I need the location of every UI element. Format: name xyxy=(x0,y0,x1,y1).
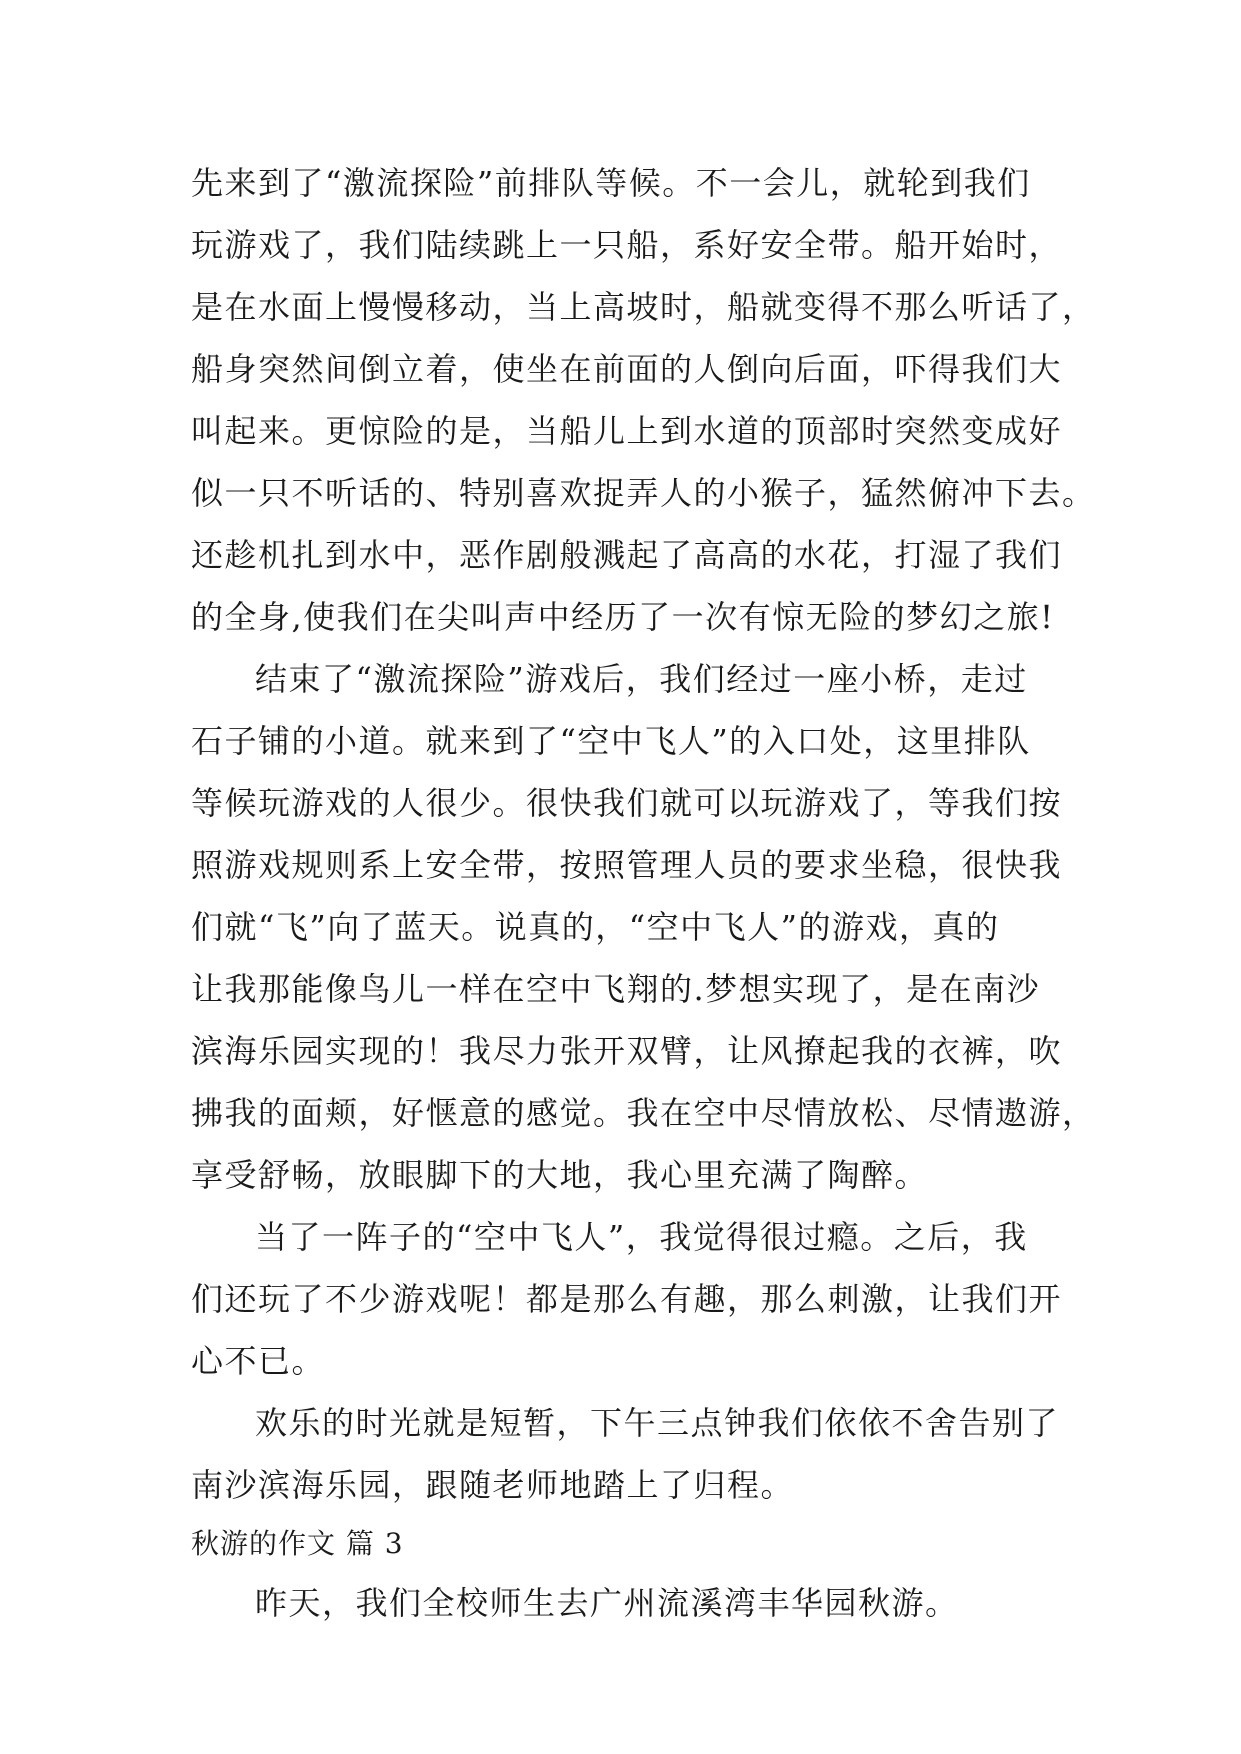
section-heading: 秋游的作文 篇 3 xyxy=(191,1527,404,1560)
text-line: 还趁机扎到水中，恶作剧般溅起了高高的水花，打湿了我们 xyxy=(191,536,1063,574)
paragraph-3 xyxy=(191,1206,1061,1392)
text-line: 结束了“激流探险”游戏后，我们经过一座小桥，走过 xyxy=(255,660,1028,698)
text-line: 似一只不听话的、特别喜欢捉弄人的小猴子，猛然俯冲下去。 xyxy=(191,474,1096,512)
document-body xyxy=(191,152,1096,1634)
text-line: 南沙滨海乐园，跟随老师地踏上了归程。 xyxy=(191,1466,795,1504)
paragraph-2 xyxy=(191,648,1096,1206)
text-line: 照游戏规则系上安全带，按照管理人员的要求坐稳，很快我 xyxy=(191,846,1063,884)
text-line: 拂我的面颊，好惬意的感觉。我在空中尽情放松、尽情遨游， xyxy=(191,1094,1096,1132)
text-line: 们就“飞”向了蓝天。说真的，“空中飞人”的游戏，真的 xyxy=(191,908,1000,946)
text-line: 是在水面上慢慢移动，当上高坡时，船就变得不那么听话了， xyxy=(191,288,1096,326)
text-line: 昨天，我们全校师生去广州流溪湾丰华园秋游。 xyxy=(255,1584,959,1622)
text-line: 享受舒畅，放眼脚下的大地，我心里充满了陶醉。 xyxy=(191,1156,929,1194)
text-line: 让我那能像鸟儿一样在空中飞翔的.梦想实现了，是在南沙 xyxy=(191,970,1041,1008)
text-line: 玩游戏了，我们陆续跳上一只船，系好安全带。船开始时， xyxy=(191,226,1063,264)
text-line: 船身突然间倒立着，使坐在前面的人倒向后面，吓得我们大 xyxy=(191,350,1063,388)
text-line: 先来到了“激流探险”前排队等候。不一会儿，就轮到我们 xyxy=(191,164,1031,202)
paragraph-5 xyxy=(191,1572,1061,1634)
text-line: 当了一阵子的“空中飞人”，我觉得很过瘾。之后，我 xyxy=(255,1218,1028,1256)
paragraph-4 xyxy=(191,1392,1061,1516)
text-line: 的全身,使我们在尖叫声中经历了一次有惊无险的梦幻之旅! xyxy=(191,598,1055,636)
text-line: 叫起来。更惊险的是，当船儿上到水道的顶部时突然变成好 xyxy=(191,412,1063,450)
paragraph-1 xyxy=(191,152,1096,648)
text-line: 心不已。 xyxy=(191,1342,326,1380)
text-line: 等候玩游戏的人很少。很快我们就可以玩游戏了，等我们按 xyxy=(191,784,1063,822)
text-line: 们还玩了不少游戏呢！都是那么有趣，那么刺激，让我们开 xyxy=(191,1280,1063,1318)
text-line: 滨海乐园实现的！我尽力张开双臂，让风撩起我的衣裤，吹 xyxy=(191,1032,1063,1070)
text-line: 石子铺的小道。就来到了“空中飞人”的入口处，这里排队 xyxy=(191,722,1031,760)
text-line: 欢乐的时光就是短暂，下午三点钟我们依依不舍告别了 xyxy=(255,1404,1060,1442)
